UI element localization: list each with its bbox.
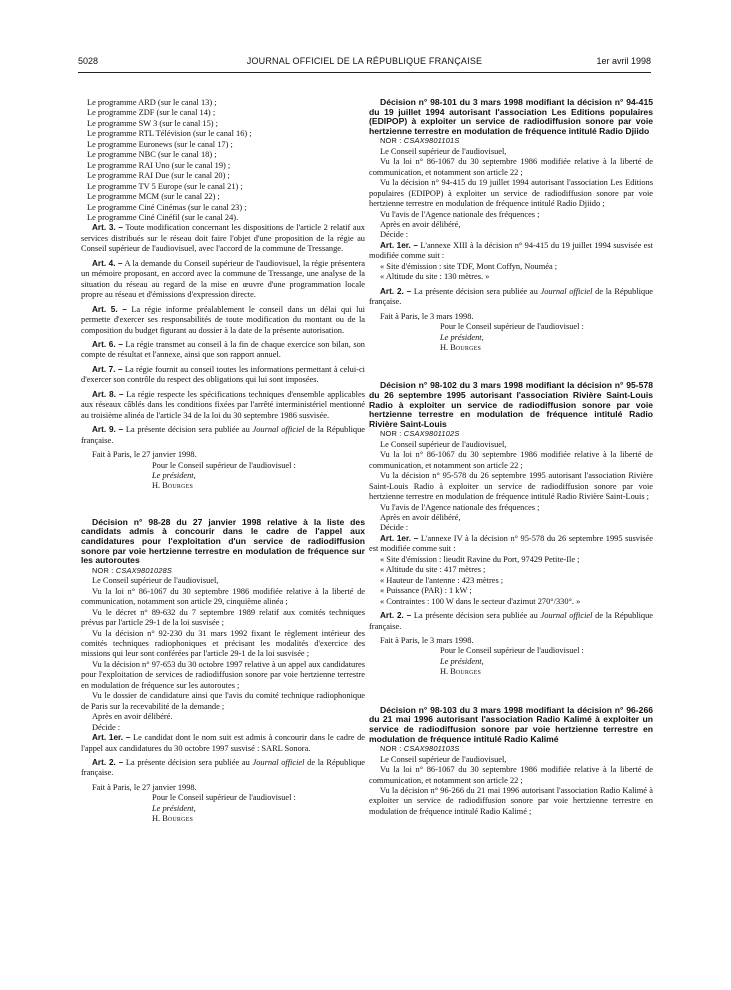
programme-item: Le programme MCM (sur le canal 22) ;: [87, 192, 220, 202]
decision-para: Vu l'avis de l'Agence nationale des fréquences ;: [380, 502, 540, 512]
article-label: Art. 6. –: [92, 339, 123, 349]
programme-item: Le programme TV 5 Europe (sur le canal 21) ;: [87, 181, 243, 191]
signature-role: Le président,: [152, 803, 196, 813]
issue-date: 1er avril 1998: [596, 56, 651, 66]
article-text: La régie informe préalablement le conseil dans un délai qui lui permette d'exercer ses responsabilités de toute modification du montant ou de la composition du budget figurant au dossier à la date de la présente autorisation.: [81, 304, 365, 335]
decision-para: Le Conseil supérieur de l'audiovisuel,: [380, 146, 507, 156]
article-text: La régie respecte les spécifications techniques d'ensemble applicables aux réseaux câblés dans les conditions fixées par l'arrêté interministériel mentionné au troisième alinéa de l'article 34 de la loi du 30 septembre 1986 susvisée.: [81, 389, 365, 420]
signature-name: H. Bourges: [152, 814, 194, 824]
decide-heading: Décide :: [92, 722, 121, 732]
fait-a-paris: Fait à Paris, le 3 mars 1998.: [380, 311, 474, 321]
decision-para: Vu la décision n° 94-415 du 19 juillet 1994 autorisant l'association Les Editions populaires (EDIPOP) à exploiter un service de radiodiffusion sonore par voie hertzienne terrestre en modulation de fréquence intitulé Radio Djiido ;: [369, 178, 653, 209]
decision-title: Décision n° 98-101 du 3 mars 1998 modifiant la décision n° 94-415 du 19 juillet 1994 autorisant l'association Les Editions populaires (EDIPOP) à exploiter un service de radiodiffusion sonore par voie hertzienne terrestre en modulation de fréquence intitulé Radio Djiido: [369, 97, 653, 136]
article-7: [81, 365, 365, 386]
article-4: [81, 259, 365, 301]
article-text: La régie fournit au conseil toutes les informations permettant à celui-ci d'exercer son contrôle du respect des obligations qui lui sont imposées.: [81, 364, 365, 385]
decision-para: Après en avoir délibéré,: [380, 513, 461, 523]
fait-a-paris: Fait à Paris, le 27 janvier 1998.: [92, 450, 197, 460]
header-rule: [78, 72, 651, 73]
decide-heading: Décide :: [380, 230, 409, 240]
decision-para: Vu le dossier de candidature ainsi que l'avis du comité technique radiophonique de Paris sur la recevabilité de la demande ;: [81, 691, 365, 711]
programme-item: Le programme RTL Télévision (sur le canal 16) ;: [87, 129, 252, 139]
decision-article-2: Art. 2. – La présente décision sera publiée au Journal officiel de la République française.: [81, 757, 366, 778]
programme-item: Le programme RAI Uno (sur le canal 19) ;: [87, 160, 231, 170]
annex-item: « Site d'émission : lieudit Ravine du Port, 97429 Petite-Ile ;: [380, 554, 580, 564]
decision-para: Le Conseil supérieur de l'audiovisuel,: [380, 439, 507, 449]
decision-title: Décision n° 98-28 du 27 janvier 1998 relative à la liste des candidats admis à concourir dans le cadre de l'appel aux candidatures pour l'exploitation d'un service de radiodiffusion sonore par voie hertzienne terrestre en modulation de fréquence sur les autoroutes: [81, 516, 365, 566]
signature-for: Pour le Conseil supérieur de l'audiovisuel :: [152, 793, 296, 803]
decision-article-2: Art. 2. – La présente décision sera publiée au Journal officiel de la République française.: [369, 611, 654, 631]
signature-role: Le président,: [440, 332, 484, 342]
decision-article-1: Art. 1er. – L'annexe IV à la décision n° 95-578 du 26 septembre 1995 susvisée est modifiée comme suit :: [369, 533, 653, 554]
programme-item: Le programme Ciné Cinémas (sur le canal 23) ;: [87, 202, 247, 212]
decision-para: Le Conseil supérieur de l'audiovisuel,: [380, 754, 507, 764]
annex-item: « Altitude du site : 130 mètres. »: [380, 272, 490, 282]
decision-article-1: Art. 1er. – L'annexe XIII à la décision n° 94-415 du 19 juillet 1994 susvisée est modifiée comme suit :: [369, 240, 653, 261]
article-label: Art. 3. –: [92, 223, 123, 233]
programme-item: Le programme ZDF (sur le canal 14) ;: [87, 108, 216, 118]
signature-for: Pour le Conseil supérieur de l'audiovisuel :: [152, 460, 296, 470]
decision-para: Vu la loi n° 86-1067 du 30 septembre 1986 modifiée relative à la liberté de communication, et notamment son article 22 ;: [369, 157, 653, 177]
article-label: Art. 7. –: [92, 364, 123, 374]
article-5: [81, 305, 365, 336]
signature-name: H. Bourges: [440, 342, 482, 352]
article-label: Art. 8. –: [92, 389, 124, 399]
decision-para: Vu la loi n° 86-1067 du 30 septembre 1986 modifiée relative à la liberté de communication, notamment son article 29, cinquième alinéa ;: [81, 586, 365, 607]
signature-name: H. Bourges: [152, 481, 194, 491]
annex-item: « Site d'émission : site TDF, Mont Coffyn, Nouméa ;: [380, 261, 558, 271]
programme-item: Le programme Ciné Cinéfil (sur le canal 24).: [87, 212, 239, 222]
decision-title: Décision n° 98-102 du 3 mars 1998 modifiant la décision n° 95-578 du 26 septembre 1995 autorisant l'association Rivière Saint-Louis Radio à exploiter un service de radiodiffusion sonore par voie hertzienne terrestre en modulation de fréquence intitulé Radio Rivière Saint-Louis: [369, 380, 653, 429]
article-text: Toute modification concernant les dispositions de l'article 2 relatif aux services distribués sur le réseau doit faire l'objet d'une proposition de la régie au Conseil supérieur de l'audiovisuel, avec l'accord de la commune de Tressange.: [81, 223, 365, 254]
nor-reference: NOR : CSAX9801103S: [380, 744, 460, 754]
decision-98-103: [369, 706, 653, 818]
article-label: Art. 9. –: [92, 425, 124, 435]
journal-officiel-ref: Journal officiel: [252, 425, 305, 435]
article-8: [81, 390, 365, 421]
programme-item: Le programme ARD (sur le canal 13) ;: [87, 98, 217, 107]
programme-item: Le programme RAI Due (sur le canal 20) ;: [87, 171, 230, 181]
decision-98-102: [369, 381, 653, 677]
decision-para: Vu la décision n° 97-653 du 30 octobre 1997 relative à un appel aux candidatures pour l'exploitation de services de radiodiffusion sonore par voie hertzienne terrestre en modulation de fréquence sur les autoroutes ;: [81, 659, 365, 690]
right-column: [369, 98, 653, 817]
decide-heading: Décide :: [380, 523, 409, 533]
article-3: [81, 223, 365, 254]
signature-role: Le président,: [440, 656, 484, 666]
annex-item: « Hauteur de l'antenne : 423 mètres ;: [380, 575, 504, 585]
decision-title: Décision n° 98-103 du 3 mars 1998 modifiant la décision n° 96-266 du 21 mai 1996 autorisant l'association Radio Kalimé à exploiter un service de radiodiffusion sonore par voie hertzienne terrestre en modulation de fréquence intitulé Radio Kalimé: [369, 704, 653, 744]
decision-para: Le Conseil supérieur de l'audiovisuel,: [92, 576, 219, 586]
decision-para: Vu la loi n° 86-1067 du 30 septembre 1986 modifiée relative à la liberté de communication, et notamment son article 22 ;: [369, 765, 653, 785]
signature-role: Le président,: [152, 470, 196, 480]
annex-item: « Contraintes : 100 W dans le secteur d'azimut 270°/330°. »: [380, 596, 581, 606]
left-column: [81, 98, 365, 825]
decision-para: Vu la décision n° 95-578 du 26 septembre 1995 autorisant l'association Rivière Saint-Louis Radio à exploiter un service de radiodiffusion sonore par voie hertzienne terrestre en modulation de fréquence intitulé Radio Rivière Saint-Louis ;: [369, 471, 653, 502]
journal-title: JOURNAL OFFICIEL DE LA RÉPUBLIQUE FRANÇAISE: [246, 56, 483, 66]
programme-list: [81, 98, 365, 223]
decision-para: Après en avoir délibéré,: [380, 220, 461, 229]
article-text: A la demande du Conseil supérieur de l'audiovisuel, la régie présentera un mémoire proposant, en accord avec la commune de Tressange, une analyse de la situation du réseau au regard de la mise en œuvre d'une programmation locale propre au réseau et d'émissions d'expression directe.: [81, 258, 365, 300]
decision-para: Après en avoir délibéré.: [92, 712, 173, 722]
nor-reference: NOR : CSAX9801101S: [380, 136, 460, 146]
page-header: [78, 56, 651, 70]
article-9: Art. 9. – La présente décision sera publiée au Journal officiel de la République française.: [81, 425, 366, 445]
signature-for: Pour le Conseil supérieur de l'audiovisuel :: [440, 646, 584, 656]
decision-para: Vu le décret n° 89-632 du 7 septembre 1989 relatif aux comités techniques prévus par l'article 29-1 de la loi susvisée ;: [81, 607, 365, 628]
nor-reference: NOR : CSAX9801028S: [92, 565, 173, 575]
decision-para: Vu la décision n° 92-230 du 31 mars 1992 fixant le règlement intérieur des comités techniques radiophoniques et précisant les modalités d'exercice des missions qui leur sont conférées par l'article 29-1 de la loi susvisée ;: [81, 628, 365, 659]
decision-para: Vu la décision n° 96-266 du 21 mai 1996 autorisant l'association Radio Kalimé à exploiter un service de radiodiffusion sonore par voie hertzienne terrestre en modulation de fréquence intitulé Radio Kalimé ;: [369, 786, 653, 816]
programme-item: Le programme Euronews (sur le canal 17) ;: [87, 139, 233, 149]
decision-para: Vu l'avis de l'Agence nationale des fréquences ;: [380, 209, 540, 219]
decision-98-28: [81, 518, 365, 825]
article-label: Art. 5. –: [92, 304, 127, 314]
signature-for: Pour le Conseil supérieur de l'audiovisuel :: [440, 322, 584, 332]
article-label: Art. 4. –: [92, 258, 123, 268]
programme-item: Le programme NBC (sur le canal 18) ;: [87, 150, 217, 160]
decision-article-2: Art. 2. – La présente décision sera publiée au Journal officiel de la République française.: [369, 286, 654, 307]
page-number: 5028: [78, 56, 99, 66]
decision-para: Vu la loi n° 86-1067 du 30 septembre 1986 modifiée relative à la liberté de communication, et notamment son article 22 ;: [369, 450, 653, 470]
fait-a-paris: Fait à Paris, le 3 mars 1998.: [380, 636, 474, 646]
annex-item: « Puissance (PAR) : 1 kW ;: [380, 586, 472, 596]
article-6: [81, 340, 365, 361]
programme-item: Le programme SW 3 (sur le canal 15) ;: [87, 118, 219, 128]
nor-reference: NOR : CSAX9801102S: [380, 429, 460, 439]
decision-article-1: Art. 1er. – Le candidat dont le nom suit est admis à concourir dans le cadre de l'appel aux candidatures du 30 octobre 1997 susvisé : SARL Sonora.: [81, 733, 365, 753]
decision-98-101: [369, 98, 653, 353]
article-text: La régie transmet au conseil à la fin de chaque exercice son bilan, son compte de résultat et l'annexe, ainsi que son rapport annuel.: [81, 339, 365, 360]
annex-item: « Altitude du site : 417 mètres ;: [380, 565, 486, 575]
fait-a-paris: Fait à Paris, le 27 janvier 1998.: [92, 782, 197, 792]
signature-name: H. Bourges: [440, 667, 482, 677]
